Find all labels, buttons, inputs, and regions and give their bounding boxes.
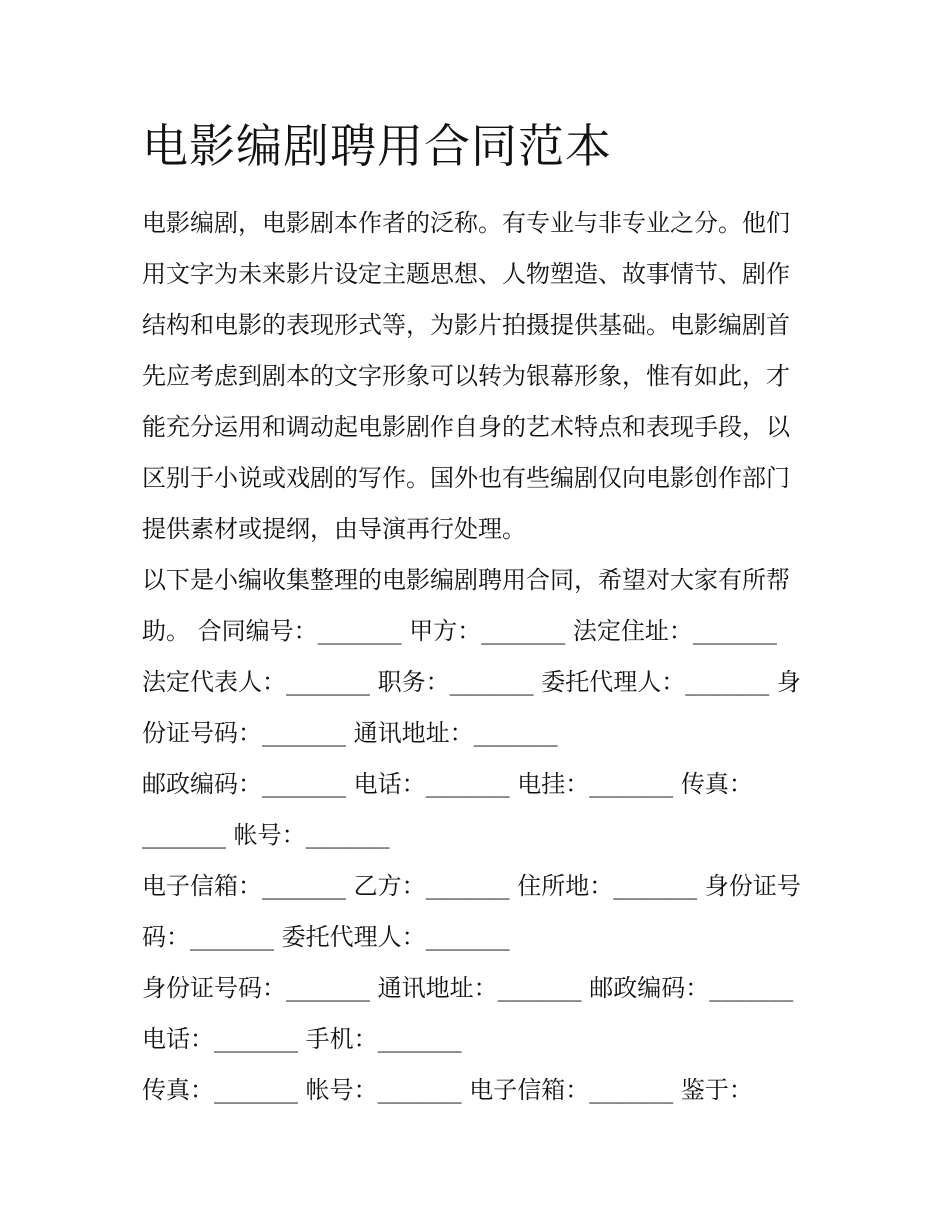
body-line: 传真：_______ 帐号：_______ 电子信箱：_______ 鉴于： — [142, 1076, 753, 1104]
body-line: 能充分运用和调动起电影剧作自身的艺术特点和表现手段，以 — [142, 413, 790, 441]
body-line: _______ 帐号：_______ — [142, 821, 390, 849]
body-line: 份证号码：_______ 通讯地址：_______ — [142, 719, 558, 747]
body-line: 区别于小说或戏剧的写作。国外也有些编剧仅向电影创作部门 — [142, 464, 790, 492]
body-line: 码：_______ 委托代理人：_______ — [142, 923, 510, 951]
body-line: 电话：_______ 手机：_______ — [142, 1025, 462, 1053]
body-line: 结构和电影的表现形式等，为影片拍摄提供基础。电影编剧首 — [142, 311, 790, 339]
body-line: 先应考虑到剧本的文字形象可以转为银幕形象，惟有如此，才 — [142, 362, 790, 390]
document-title: 电影编剧聘用合同范本 — [142, 119, 612, 173]
body-line: 法定代表人：_______ 职务：_______ 委托代理人：_______ 身 — [142, 668, 801, 696]
body-line: 以下是小编收集整理的电影编剧聘用合同，希望对大家有所帮 — [142, 566, 790, 594]
body-line: 提供素材或提纲，由导演再行处理。 — [142, 515, 526, 543]
body-line: 助。 合同编号：_______ 甲方：_______ 法定住址：_______ — [142, 617, 777, 645]
body-line: 电影编剧，电影剧本作者的泛称。有专业与非专业之分。他们 — [142, 209, 790, 237]
body-line: 邮政编码：_______ 电话：_______ 电挂：_______ 传真： — [142, 770, 753, 798]
document-body — [142, 198, 822, 1116]
body-line: 电子信箱：_______ 乙方：_______ 住所地：_______ 身份证号 — [142, 872, 801, 900]
body-line: 身份证号码：_______ 通讯地址：_______ 邮政编码：_______ — [142, 974, 794, 1002]
body-line: 用文字为未来影片设定主题思想、人物塑造、故事情节、剧作 — [142, 260, 790, 288]
